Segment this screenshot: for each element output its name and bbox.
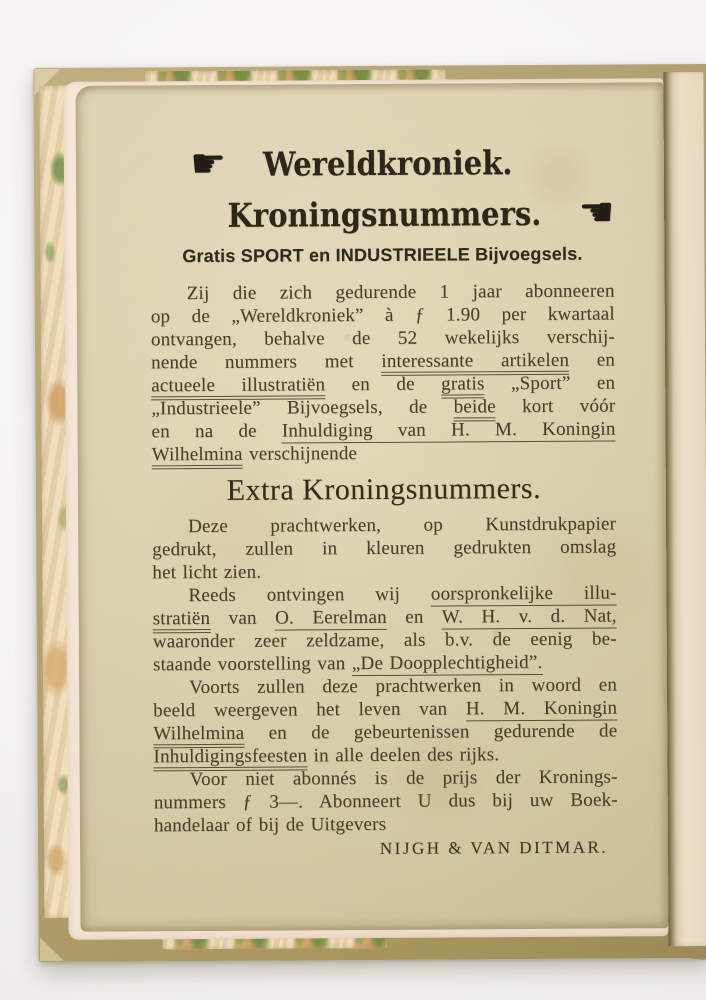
- text-segment: verschijnende: [242, 443, 358, 465]
- text-line: [151, 326, 615, 352]
- masthead-tagline: Gratis SPORT en INDUSTRIEELE Bijvoegsels.: [182, 243, 583, 267]
- text-segment: handelaar of bij de Uitgevers: [153, 813, 387, 837]
- text-segment: en: [386, 606, 442, 628]
- text-line: [151, 395, 615, 421]
- underlined-phrase: W. H. v. d. Nat,: [441, 605, 617, 628]
- text-segment: beeld weergeven het leven van: [153, 698, 466, 722]
- underlined-phrase: H. M. Koningin: [465, 697, 618, 720]
- text-segment: nende nummers met: [151, 350, 382, 374]
- text-line: [153, 651, 617, 677]
- section-heading: Extra Kroningsnummers.: [226, 471, 542, 507]
- underlined-phrase: interessante artikelen: [381, 350, 569, 376]
- text-segment: „Sport” en: [484, 372, 616, 395]
- underlined-phrase: gratis: [441, 373, 485, 398]
- publication-subtitle: Kroningsnummers.: [227, 193, 542, 235]
- text-line: [153, 605, 617, 631]
- text-line: [153, 742, 617, 768]
- text-segment: het licht zien.: [152, 561, 262, 584]
- underlined-phrase: Inhuldigingsfeesten: [153, 745, 307, 771]
- text-line: [152, 441, 616, 467]
- text-segment: van: [210, 607, 276, 629]
- book: [33, 56, 706, 962]
- text-segment: en na de: [151, 420, 282, 443]
- text-line: [151, 349, 615, 375]
- manicule-left-icon: ☚: [578, 189, 615, 236]
- text-segment: Reeds ontvingen wij: [188, 583, 431, 607]
- text-line: [152, 536, 616, 562]
- text-line: [153, 719, 617, 745]
- masthead-row-1: [106, 137, 614, 190]
- text-line: [153, 674, 617, 700]
- body-paragraph: [153, 674, 618, 769]
- text-segment: op de „Wereldkroniek” à ƒ 1.90 per kwartaal: [150, 303, 615, 328]
- underlined-phrase: „De Doopplechtigheid”.: [351, 651, 543, 675]
- text-line: [151, 372, 615, 398]
- text-line: [151, 418, 615, 444]
- underlined-phrase: Wilhelmina: [153, 723, 244, 749]
- text-segment: staande voorstelling van: [152, 653, 352, 676]
- text-line: [152, 513, 616, 539]
- text-segment: gedrukt, zullen in kleuren gedrukten omslag: [152, 536, 617, 561]
- underlined-phrase: Wilhelmina: [152, 444, 243, 470]
- publisher-signature: NIJGH & VAN DITMAR.: [379, 837, 609, 858]
- text-line: [151, 280, 615, 306]
- body-text: [151, 280, 619, 861]
- body-paragraph: [152, 582, 617, 677]
- masthead: [150, 137, 615, 268]
- text-segment: Voor niet abonnés is de prijs der Kronings-: [189, 766, 618, 791]
- underlined-phrase: oorspronkelijke illu-: [430, 582, 617, 605]
- body-paragraph: [152, 513, 616, 585]
- underlined-phrase: stratiën: [153, 608, 211, 633]
- text-segment: en de: [325, 373, 442, 396]
- text-segment: en de gebeurtenissen gedurende de: [244, 720, 618, 744]
- advertisement-page: [75, 82, 668, 932]
- text-segment: kort vóór: [495, 395, 616, 418]
- manicule-right-icon: ☛: [190, 140, 227, 188]
- text-segment: waaronder zeer zeldzame, als b.v. de eenig be-: [152, 628, 617, 653]
- text-line: [153, 628, 617, 654]
- body-paragraph: [151, 280, 616, 467]
- text-line: [154, 811, 618, 837]
- text-segment: „Industrieele” Bijvoegsels, de: [151, 396, 454, 420]
- underlined-phrase: Inhuldiging van H. M. Koningin: [281, 418, 616, 442]
- text-segment: Zij die zich gedurende 1 jaar abonneeren: [186, 280, 615, 305]
- text-segment: en: [569, 349, 616, 371]
- body-paragraph: [154, 765, 618, 837]
- underlined-phrase: actueele illustratiën: [151, 374, 325, 400]
- text-line: [152, 559, 616, 585]
- masthead-row-2: [150, 186, 670, 241]
- text-line: [153, 696, 617, 722]
- publication-title: Wereldkroniek.: [262, 142, 513, 184]
- text-segment: Voorts zullen deze prachtwerken in woord en: [189, 674, 618, 699]
- text-segment: in alle deelen des rijks.: [307, 744, 500, 767]
- text-line: [154, 765, 618, 791]
- text-segment: ontvangen, behalve de 52 wekelijks verschij-: [150, 326, 616, 351]
- page-content: [75, 82, 668, 932]
- text-line: [154, 788, 618, 814]
- underlined-phrase: O. Eerelman: [275, 606, 387, 629]
- underlined-phrase: beide: [454, 396, 496, 421]
- text-line: [151, 303, 615, 329]
- text-line: [152, 582, 616, 608]
- text-segment: Deze prachtwerken, op Kunstdrukpapier: [188, 513, 617, 538]
- text-segment: nummers ƒ 3—. Abonneert U dus bij uw Boek-: [153, 789, 618, 814]
